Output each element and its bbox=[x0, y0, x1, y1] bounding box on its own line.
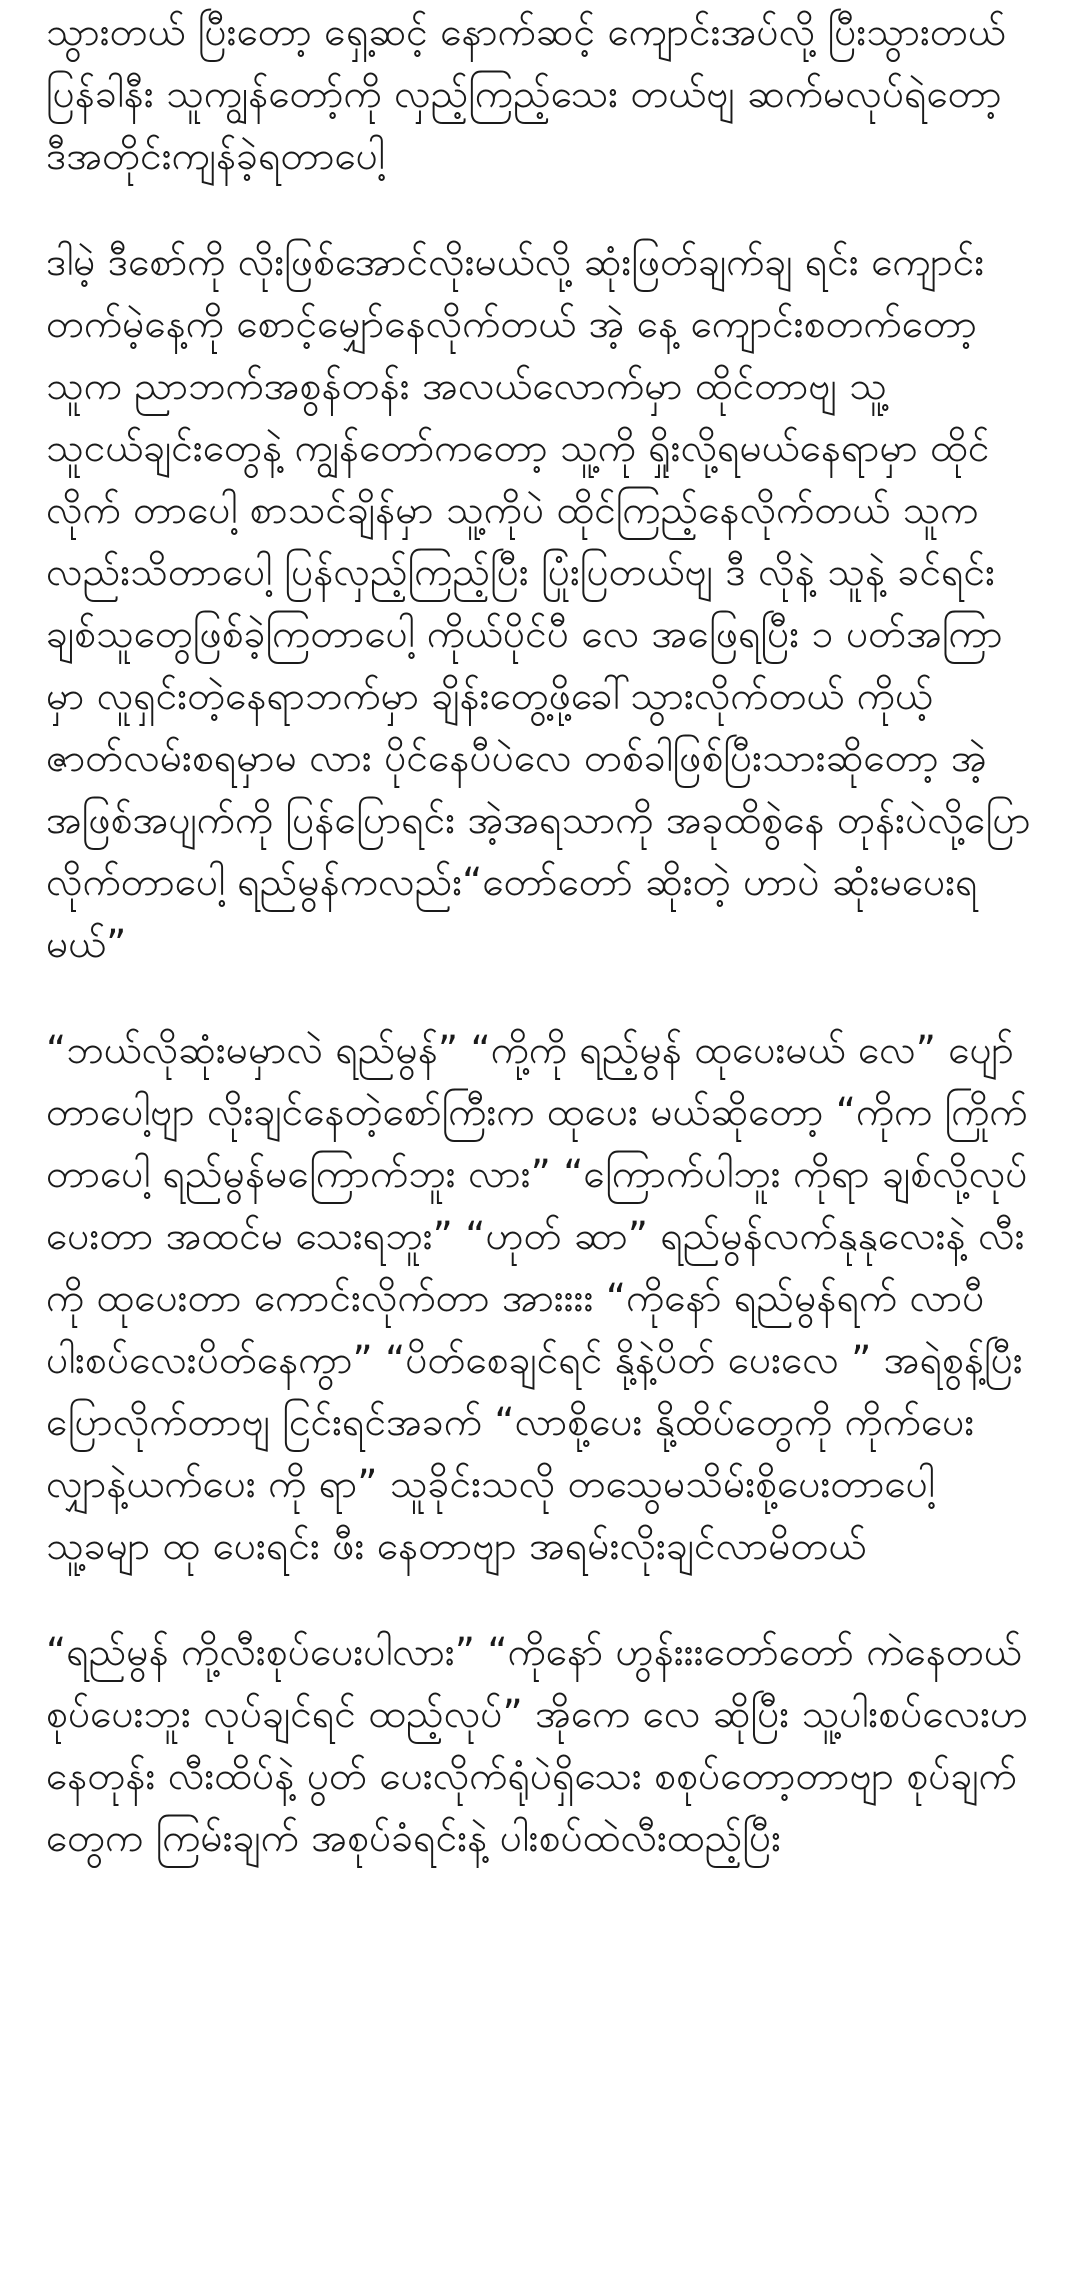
story-paragraph-3: “ဘယ်လိုဆုံးမမှာလဲ ရည်မွန်” “ကို့ကို ရည့်မွန် ထုပေးမယ် လေ” ပျော်တာပေါ့ဗျာ လိုးချင်နေတဲ့စော်ကြီးက ထုပေး မယ်ဆိုတော့ “ကိုက ကြိုက်တာပေါ့ ရည်မွန်မကြောက်ဘူး လား” “ကြောက်ပါဘူး ကိုရာ ချစ်လို့လုပ်ပေးတာ အထင်မ သေးရဘူး” “ဟုတ် ဆာ” ရည်မွန်လက်နုနုလေးနဲ့ လီးကို ထုပေးတာ ကောင်းလိုက်တာ အားးးး “ကိုနော် ရည်မွန်ရက် လာပီ ပါးစပ်လေးပိတ်နေကွာ” “ပိတ်စေချင်ရင် နို့နဲ့ပိတ် ပေးလေ ” အရဲစွန့်ပြီးပြောလိုက်တာဗျ ငြင်းရင်အခက် “လာစို့ပေး နို့ထိပ်တွေကို ကိုက်ပေး လျှာနဲ့ယက်ပေး ကို ရာ” သူခိုင်းသလို တသွေမသိမ်းစို့ပေးတာပေါ့ သူ့ခမျာ ထု ပေးရင်း ဖီး နေတာဗျာ အရမ်းလိုးချင်လာမိတယ် bbox=[46, 1028, 1028, 1569]
story-paragraph-2: ဒါမဲ့ ဒီစော်ကို လိုးဖြစ်အောင်လိုးမယ်လို့ ဆုံးဖြတ်ချက်ချ ရင်း ကျောင်းတက်မဲ့နေ့ကို စောင့်မျှော်နေလိုက်တယ် အဲ့ နေ့ ကျောင်းစတက်တော့ သူက ညာဘက်အစွန်တန်း အလယ်လောက်မှာ ထိုင်တာဗျ သူ့သူငယ်ချင်းတွေနဲ့ ကျွန်တော်ကတော့ သူ့ကို ရှိုးလို့ရမယ်နေရာမှာ ထိုင်လိုက် တာပေါ့ စာသင်ချိန်မှာ သူ့ကိုပဲ ထိုင်ကြည့်နေလိုက်တယ် သူကလည်းသိတာပေါ့ ပြန်လှည့်ကြည့်ပြီး ပြုံးပြတယ်ဗျ ဒီ လိုနဲ့ သူနဲ့ ခင်ရင်း ချစ်သူတွေဖြစ်ခဲ့ကြတာပေါ့ ကိုယ်ပိုင်ပီ လေ အဖြေရပြီး ၁ ပတ်အကြာမှာ လူရှင်းတဲ့နေရာဘက်မှာ ချိန်းတွေ့ဖို့ခေါ်သွားလိုက်တယ် ကိုယ့်ဇာတ်လမ်းစရမှာမ လား ပိုင်နေပီပဲလေ တစ်ခါဖြစ်ပြီးသားဆိုတော့ အဲ့ အဖြစ်အပျက်ကို ပြန်ပြောရင်း အဲ့အရသာကို အခုထိစွဲနေ တုန်းပဲလို့ပြောလိုက်တာပေါ့ ရည်မွန်ကလည်း“တော်တော် ဆိုးတဲ့ ဟာပဲ ဆုံးမပေးရမယ်” bbox=[46, 240, 1031, 967]
story-paragraph-1: သွားတယ် ပြီးတော့ ရှေ့ဆင့် နောက်ဆင့် ကျောင်းအပ်လို့ ပြီးသွားတယ် ပြန်ခါနီး သူကျွန်တော့်ကို လှည့်ကြည့်သေး တယ်ဗျ ဆက်မလုပ်ရဲတော့ ဒီအတိုင်းကျန်ခဲ့ရတာပေါ့ bbox=[46, 10, 1006, 179]
story-paragraph-4: “ရည်မွန် ကို့လီးစုပ်ပေးပါလား” “ကိုနော် ဟွန်းးးတော်တော် ကဲနေတယ် စုပ်ပေးဘူး လုပ်ချင်ရင် ထည့်လုပ်” အိုကေ လေ ဆိုပြီး သူ့ပါးစပ်လေးဟနေတုန်း လီးထိပ်နဲ့ ပွတ် ပေးလိုက်ရုံပဲရှိသေး စစုပ်တော့တာဗျာ စုပ်ချက်တွေက ကြမ်းချက် အစုပ်ခံရင်းနဲ့ ပါးစပ်ထဲလီးထည့်ပြီး bbox=[46, 1630, 1029, 1861]
